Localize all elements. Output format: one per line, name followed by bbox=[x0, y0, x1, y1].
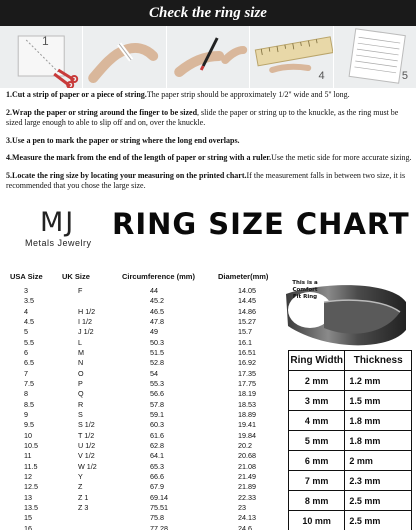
thickness-cell: 1.2 mm bbox=[345, 371, 412, 391]
circumference-cell: 47.8 bbox=[150, 316, 164, 326]
ring-width-cell: 10 mm bbox=[289, 511, 345, 530]
diameter-cell: 16.1 bbox=[238, 337, 252, 347]
thickness-cell: 1.8 mm bbox=[345, 411, 412, 431]
ring-size-table bbox=[8, 272, 288, 530]
uk-size-cell: P bbox=[78, 378, 83, 388]
thickness-cell: 2.3 mm bbox=[345, 471, 412, 491]
size-table-row bbox=[8, 462, 288, 472]
usa-size-cell: 4 bbox=[24, 306, 28, 316]
thickness-cell: 2.5 mm bbox=[345, 511, 412, 530]
uk-size-cell: Q bbox=[78, 389, 84, 399]
circumference-cell: 51.5 bbox=[150, 347, 164, 357]
uk-size-cell: H 1/2 bbox=[78, 306, 96, 316]
ring-width-cell: 4 mm bbox=[289, 411, 345, 431]
circumference-cell: 56.6 bbox=[150, 389, 164, 399]
circumference-cell: 44 bbox=[150, 286, 158, 295]
circumference-cell: 64.1 bbox=[150, 451, 164, 461]
thickness-cell: 1.8 mm bbox=[345, 431, 412, 451]
usa-size-cell: 3.5 bbox=[24, 296, 34, 306]
diameter-cell: 18.53 bbox=[238, 399, 256, 409]
usa-size-cell: 8 bbox=[24, 389, 28, 399]
uk-size-cell: N bbox=[78, 358, 84, 368]
header-uk-size: UK Size bbox=[62, 272, 90, 281]
uk-size-cell bbox=[62, 296, 122, 306]
usa-size-cell: 3 bbox=[24, 286, 28, 295]
diameter-cell: 20.2 bbox=[238, 440, 252, 450]
size-table-row bbox=[8, 420, 288, 430]
circumference-cell: 61.6 bbox=[150, 430, 164, 440]
header-thickness: Thickness bbox=[345, 351, 412, 371]
width-table-row bbox=[289, 371, 412, 391]
uk-size-cell: Z 3 bbox=[78, 502, 89, 512]
usa-size-cell: 15 bbox=[24, 513, 32, 523]
uk-size-cell bbox=[62, 524, 122, 530]
circumference-cell: 45.2 bbox=[150, 296, 164, 306]
diameter-cell: 14.05 bbox=[238, 286, 256, 295]
finger-wrap-icon bbox=[83, 26, 165, 88]
circumference-cell: 59.1 bbox=[150, 409, 164, 419]
chart-title: RING SIZE CHART bbox=[112, 207, 410, 241]
diameter-cell: 22.33 bbox=[238, 492, 256, 502]
comfort-fit-ring-illustration bbox=[280, 272, 410, 356]
usa-size-cell: 11 bbox=[24, 451, 32, 461]
circumference-cell: 55.3 bbox=[150, 378, 164, 388]
diameter-cell: 19.41 bbox=[238, 420, 256, 430]
width-table-row bbox=[289, 451, 412, 471]
instructions bbox=[6, 90, 412, 199]
size-table-row bbox=[8, 286, 288, 296]
banner bbox=[0, 0, 416, 26]
usa-size-cell: 11.5 bbox=[24, 461, 38, 471]
diameter-cell: 24.6 bbox=[238, 523, 252, 530]
usa-size-cell: 6 bbox=[24, 347, 28, 357]
ring-width-cell: 6 mm bbox=[289, 451, 345, 471]
uk-size-cell: Y bbox=[78, 471, 83, 481]
usa-size-cell: 12 bbox=[24, 471, 32, 481]
size-table-row bbox=[8, 493, 288, 503]
uk-size-cell: U 1/2 bbox=[78, 440, 96, 450]
diameter-cell: 24.13 bbox=[238, 513, 256, 523]
width-table-row bbox=[289, 431, 412, 451]
size-table-row bbox=[8, 410, 288, 420]
instruction-2: 2.Wrap the paper or string around the finger to be sized, slide the paper or string up to the knuckle, as the ring must be sized large enough to able to slip off and on, over the knuckle. bbox=[6, 107, 399, 128]
usa-size-cell: 13.5 bbox=[24, 502, 38, 512]
usa-size-cell: 6.5 bbox=[24, 358, 34, 368]
diameter-cell: 18.19 bbox=[238, 389, 256, 399]
instruction-4: 4.Measure the mark from the end of the length of paper or string with a ruler.Use the metic side for more accurate sizing. bbox=[6, 153, 412, 163]
circumference-cell: 66.6 bbox=[150, 471, 164, 481]
width-table-header bbox=[289, 351, 412, 371]
uk-size-cell: Z bbox=[78, 482, 83, 492]
width-table-body bbox=[289, 371, 412, 530]
size-table-header bbox=[8, 272, 288, 286]
uk-size-cell: Z 1 bbox=[78, 492, 89, 502]
ring-width-cell: 7 mm bbox=[289, 471, 345, 491]
diameter-cell: 21.49 bbox=[238, 471, 256, 481]
circumference-cell: 54 bbox=[150, 368, 158, 378]
diameter-cell: 15.7 bbox=[238, 327, 252, 337]
instruction-5: 5.Locate the ring size by locating your measuring on the printed chart.If the measurement falls in between two size, it is recommended that you chose the large size. bbox=[6, 170, 406, 191]
width-table-row bbox=[289, 491, 412, 511]
diameter-cell: 21.89 bbox=[238, 482, 256, 492]
ring-width-cell: 8 mm bbox=[289, 491, 345, 511]
circumference-cell: 57.8 bbox=[150, 399, 164, 409]
ring-width-cell: 2 mm bbox=[289, 371, 345, 391]
usa-size-cell: 10.5 bbox=[24, 440, 38, 450]
circumference-cell: 52.8 bbox=[150, 358, 164, 368]
size-table-row bbox=[8, 400, 288, 410]
instruction-1: 1.Cut a strip of paper or a piece of string.The paper strip should be approximately 1/2'' wide and 5'' long. bbox=[6, 90, 350, 99]
size-table-row bbox=[8, 379, 288, 389]
diameter-cell: 15.27 bbox=[238, 316, 256, 326]
circumference-cell: 75.51 bbox=[150, 502, 168, 512]
width-table-row bbox=[289, 511, 412, 530]
uk-size-cell: F bbox=[78, 286, 83, 295]
banner-title: Check the ring size bbox=[149, 5, 267, 21]
uk-size-cell: T 1/2 bbox=[78, 430, 95, 440]
diameter-cell: 23 bbox=[238, 502, 246, 512]
uk-size-cell: L bbox=[78, 337, 82, 347]
diameter-cell: 14.86 bbox=[238, 306, 256, 316]
size-table-body bbox=[8, 286, 288, 530]
circumference-cell: 69.14 bbox=[150, 492, 168, 502]
thickness-cell: 1.5 mm bbox=[345, 391, 412, 411]
uk-size-cell bbox=[62, 513, 122, 523]
diameter-cell: 17.35 bbox=[238, 368, 256, 378]
size-table-row bbox=[8, 317, 288, 327]
uk-size-cell: J 1/2 bbox=[78, 327, 94, 337]
step-5: 5 bbox=[334, 26, 416, 88]
diameter-cell: 19.84 bbox=[238, 430, 256, 440]
circumference-cell: 62.8 bbox=[150, 440, 164, 450]
diameter-cell: 17.75 bbox=[238, 378, 256, 388]
usa-size-cell: 9 bbox=[24, 409, 28, 419]
usa-size-cell: 12.5 bbox=[24, 482, 38, 492]
uk-size-cell: R bbox=[78, 399, 84, 409]
size-table-row bbox=[8, 482, 288, 492]
uk-size-cell: S bbox=[78, 409, 83, 419]
size-table-row bbox=[8, 524, 288, 530]
diameter-cell: 21.08 bbox=[238, 461, 256, 471]
instruction-3: 3.Use a pen to mark the paper or string where the long end overlaps. bbox=[6, 135, 240, 145]
width-table-row bbox=[289, 391, 412, 411]
header-diameter: Diameter(mm) bbox=[218, 272, 269, 281]
size-table-row bbox=[8, 296, 288, 306]
header-usa-size: USA Size bbox=[10, 272, 43, 281]
size-table-row bbox=[8, 307, 288, 317]
diameter-cell: 18.89 bbox=[238, 409, 256, 419]
steps-strip bbox=[0, 26, 416, 88]
logo-mark: MJ bbox=[40, 207, 76, 238]
ring-width-cell: 3 mm bbox=[289, 391, 345, 411]
circumference-cell: 50.3 bbox=[150, 337, 164, 347]
thickness-cell: 2.5 mm bbox=[345, 491, 412, 511]
usa-size-cell: 13 bbox=[24, 492, 32, 502]
diameter-cell: 14.45 bbox=[238, 296, 256, 306]
step-2 bbox=[83, 26, 166, 88]
size-table-row bbox=[8, 369, 288, 379]
header-circumference: Circumference (mm) bbox=[122, 272, 195, 281]
usa-size-cell: 9.5 bbox=[24, 420, 34, 430]
step-3 bbox=[167, 26, 250, 88]
size-table-row bbox=[8, 389, 288, 399]
logo-name: Metals Jewelry bbox=[25, 238, 92, 248]
usa-size-cell: 16 bbox=[24, 523, 32, 530]
size-table-row bbox=[8, 327, 288, 337]
size-table-row bbox=[8, 358, 288, 368]
usa-size-cell: 4.5 bbox=[24, 316, 34, 326]
ring-width-table bbox=[288, 350, 412, 530]
usa-size-cell: 7.5 bbox=[24, 378, 34, 388]
size-table-row bbox=[8, 348, 288, 358]
thickness-cell: 2 mm bbox=[345, 451, 412, 471]
circumference-cell: 77.28 bbox=[150, 523, 168, 530]
uk-size-cell: O bbox=[78, 368, 84, 378]
brand-logo bbox=[10, 208, 110, 266]
width-table-row bbox=[289, 411, 412, 431]
uk-size-cell: W 1/2 bbox=[78, 461, 97, 471]
ring-width-cell: 5 mm bbox=[289, 431, 345, 451]
size-table-row bbox=[8, 472, 288, 482]
uk-size-cell: M bbox=[78, 347, 84, 357]
size-table-row bbox=[8, 451, 288, 461]
circumference-cell: 49 bbox=[150, 327, 158, 337]
header-ring-width: Ring Width bbox=[289, 351, 345, 371]
diameter-cell: 16.51 bbox=[238, 347, 256, 357]
usa-size-cell: 7 bbox=[24, 368, 28, 378]
size-table-row bbox=[8, 503, 288, 513]
diameter-cell: 16.92 bbox=[238, 358, 256, 368]
circumference-cell: 65.3 bbox=[150, 461, 164, 471]
uk-size-cell: S 1/2 bbox=[78, 420, 95, 430]
uk-size-cell: V 1/2 bbox=[78, 451, 95, 461]
uk-size-cell: I 1/2 bbox=[78, 316, 92, 326]
step-1: 1 bbox=[0, 26, 83, 88]
usa-size-cell: 10 bbox=[24, 430, 32, 440]
pen-mark-icon bbox=[167, 26, 249, 88]
usa-size-cell: 8.5 bbox=[24, 399, 34, 409]
size-table-row bbox=[8, 513, 288, 523]
step-4: 4 bbox=[250, 26, 333, 88]
circumference-cell: 75.8 bbox=[150, 513, 164, 523]
usa-size-cell: 5 bbox=[24, 327, 28, 337]
circumference-cell: 67.9 bbox=[150, 482, 164, 492]
size-table-row bbox=[8, 431, 288, 441]
diameter-cell: 20.68 bbox=[238, 451, 256, 461]
usa-size-cell: 5.5 bbox=[24, 337, 34, 347]
circumference-cell: 46.5 bbox=[150, 306, 164, 316]
size-table-row bbox=[8, 338, 288, 348]
width-table-row bbox=[289, 471, 412, 491]
ring-note: This is a Comfort Fit Ring bbox=[292, 280, 318, 300]
size-table-row bbox=[8, 441, 288, 451]
circumference-cell: 60.3 bbox=[150, 420, 164, 430]
